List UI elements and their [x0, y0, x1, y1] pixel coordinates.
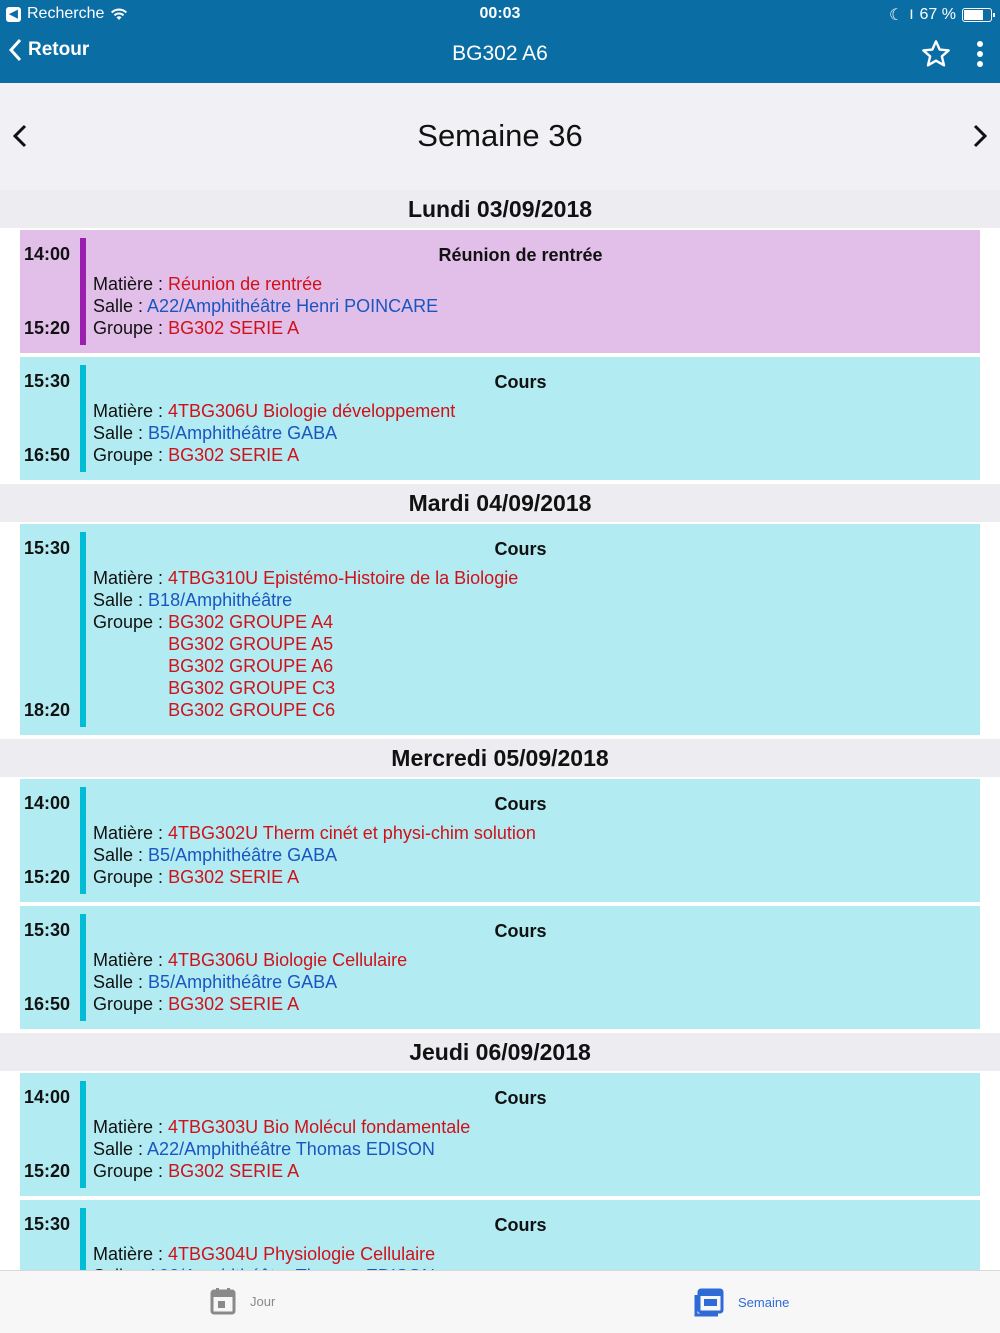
event-matiere-row	[93, 1243, 968, 1265]
event-groupe: BG302 SERIE A	[168, 1161, 300, 1181]
battery-fill	[964, 10, 983, 20]
event-type: Cours	[494, 539, 547, 559]
groupe-label: Groupe :	[93, 994, 164, 1014]
event-matiere: 4TBG302U Therm cinét et physi-chim solution	[168, 823, 536, 843]
star-icon	[920, 38, 952, 70]
event-groupe: BG302 GROUPE C6	[168, 700, 336, 720]
event-matiere-row	[93, 822, 968, 844]
event-card[interactable]	[20, 906, 980, 1029]
event-matiere: 4TBG310U Epistémo-Histoire de la Biologie	[168, 568, 519, 588]
battery-percent: 67 %	[919, 6, 956, 23]
event-times	[20, 779, 80, 902]
event-salle: A22/Amphithéâtre Henri POINCARE	[147, 296, 439, 316]
day-header: Mardi 04/09/2018	[0, 484, 1000, 522]
matiere-label: Matière :	[93, 950, 164, 970]
event-salle-row	[93, 295, 968, 317]
tab-bar	[0, 1270, 1000, 1333]
event-type: Cours	[494, 794, 547, 814]
event-end-time: 16:50	[24, 445, 71, 465]
groupe-label: Groupe :	[93, 612, 164, 632]
matiere-label: Matière :	[93, 568, 164, 588]
event-matiere: 4TBG306U Biologie développement	[168, 401, 456, 421]
event-start-time: 14:00	[24, 1087, 71, 1107]
moon-icon: ☾	[889, 7, 904, 24]
event-start-time: 15:30	[24, 371, 71, 391]
event-groupe-list	[168, 1160, 299, 1182]
event-groupe-row	[93, 866, 968, 888]
week-header	[0, 83, 1000, 190]
back-app-label: Recherche	[27, 5, 105, 22]
event-salle-row	[93, 971, 968, 993]
event-matiere: 4TBG306U Biologie Cellulaire	[168, 950, 408, 970]
next-week-button[interactable]	[970, 121, 990, 156]
event-start-time: 14:00	[24, 244, 71, 264]
status-bar	[0, 0, 1000, 28]
event-groupe: BG302 GROUPE C3	[168, 678, 336, 698]
event-matiere-row	[93, 273, 968, 295]
event-salle-row	[93, 1138, 968, 1160]
event-times	[20, 1073, 80, 1196]
back-button-label: Retour	[28, 39, 90, 60]
groupe-label: Groupe :	[93, 318, 164, 338]
schedule-list[interactable]	[0, 190, 1000, 1270]
event-card[interactable]	[20, 524, 980, 735]
event-type: Réunion de rentrée	[438, 245, 603, 265]
event-groupe-list	[168, 993, 299, 1015]
event-times	[20, 524, 80, 735]
event-type: Cours	[494, 921, 547, 941]
event-matiere-row	[93, 949, 968, 971]
chevron-left-icon	[8, 38, 22, 62]
event-end-time: 15:20	[24, 867, 71, 887]
event-details	[86, 230, 980, 353]
event-start-time: 14:00	[24, 793, 71, 813]
event-matiere-row	[93, 400, 968, 422]
event-salle: A22/Amphithéâtre Thomas EDISON	[147, 1139, 435, 1159]
event-matiere-row	[93, 567, 968, 589]
event-details	[86, 1073, 980, 1196]
event-salle: B18/Amphithéâtre	[148, 590, 293, 610]
navigation-bar	[0, 28, 1000, 83]
event-end-time: 18:20	[24, 700, 71, 720]
event-groupe: BG302 SERIE A	[168, 994, 300, 1014]
salle-label: Salle :	[93, 423, 144, 443]
event-end-time: 15:20	[24, 318, 71, 338]
event-type: Cours	[494, 372, 547, 392]
event-groupe: BG302 GROUPE A6	[168, 656, 334, 676]
week-title: Semaine 36	[417, 118, 583, 153]
event-salle-row	[93, 422, 968, 444]
salle-label: Salle :	[93, 845, 144, 865]
salle-label: Salle :	[93, 590, 144, 610]
tab-day-label: Jour	[250, 1293, 276, 1309]
event-times	[20, 906, 80, 1029]
event-salle: B5/Amphithéâtre GABA	[148, 845, 338, 865]
calendar-day-icon	[210, 1287, 236, 1315]
event-end-time: 15:20	[24, 1161, 71, 1181]
event-type: Cours	[494, 1215, 547, 1235]
page-title: BG302 A6	[452, 42, 548, 65]
event-matiere: 4TBG304U Physiologie Cellulaire	[168, 1244, 436, 1264]
more-options-icon[interactable]	[972, 38, 988, 70]
bluetooth-icon: ו	[909, 6, 914, 23]
event-groupe-list	[168, 317, 299, 339]
matiere-label: Matière :	[93, 401, 164, 421]
event-groupe: BG302 SERIE A	[168, 867, 300, 887]
event-groupe-list	[168, 611, 335, 721]
top-bar	[0, 0, 1000, 83]
event-details	[86, 357, 980, 480]
groupe-label: Groupe :	[93, 445, 164, 465]
event-start-time: 15:30	[24, 920, 71, 940]
battery-icon	[962, 8, 992, 22]
tab-week[interactable]	[694, 1287, 789, 1317]
event-end-time: 16:50	[24, 994, 71, 1014]
event-groupe: BG302 SERIE A	[168, 445, 300, 465]
tab-week-label: Semaine	[738, 1294, 790, 1310]
event-card[interactable]	[20, 779, 980, 902]
event-details	[86, 524, 980, 735]
calendar-week-icon	[694, 1287, 724, 1317]
event-groupe: BG302 SERIE A	[168, 318, 300, 338]
day-header: Lundi 03/09/2018	[0, 190, 1000, 228]
groupe-label: Groupe :	[93, 1161, 164, 1181]
event-start-time: 15:30	[24, 1214, 71, 1234]
event-groupe: BG302 GROUPE A4	[168, 612, 334, 632]
event-details	[86, 779, 980, 902]
event-times	[20, 357, 80, 480]
event-start-time: 15:30	[24, 538, 71, 558]
salle-label: Salle :	[93, 296, 144, 316]
event-matiere: Réunion de rentrée	[168, 274, 323, 294]
event-details	[86, 906, 980, 1029]
event-matiere-row	[93, 1116, 968, 1138]
event-salle: B5/Amphithéâtre GABA	[148, 972, 338, 992]
event-card[interactable]	[20, 357, 980, 480]
matiere-label: Matière :	[93, 1244, 164, 1264]
event-groupe-row	[93, 611, 968, 721]
event-groupe-row	[93, 317, 968, 339]
matiere-label: Matière :	[93, 1117, 164, 1137]
event-groupe-row	[93, 1160, 968, 1182]
matiere-label: Matière :	[93, 823, 164, 843]
event-groupe-row	[93, 993, 968, 1015]
status-right	[889, 5, 992, 25]
event-card[interactable]	[20, 1073, 980, 1196]
event-salle: B5/Amphithéâtre GABA	[148, 423, 338, 443]
event-times	[20, 230, 80, 353]
back-app-icon: ◀	[6, 7, 21, 22]
event-groupe-list	[168, 444, 299, 466]
tab-day[interactable]	[210, 1287, 275, 1315]
event-salle-row	[93, 844, 968, 866]
status-time: 00:03	[479, 5, 521, 22]
salle-label: Salle :	[93, 1139, 144, 1159]
event-card[interactable]	[20, 230, 980, 353]
event-type: Cours	[494, 1088, 547, 1108]
event-groupe-list	[168, 866, 299, 888]
chevron-right-icon	[970, 121, 990, 151]
matiere-label: Matière :	[93, 274, 164, 294]
event-groupe: BG302 GROUPE A5	[168, 634, 334, 654]
favorite-button[interactable]	[920, 38, 952, 75]
back-button[interactable]	[8, 38, 89, 62]
groupe-label: Groupe :	[93, 867, 164, 887]
event-salle-row	[93, 589, 968, 611]
event-matiere: 4TBG303U Bio Molécul fondamentale	[168, 1117, 471, 1137]
event-groupe-row	[93, 444, 968, 466]
salle-label: Salle :	[93, 972, 144, 992]
day-header: Mercredi 05/09/2018	[0, 739, 1000, 777]
day-header: Jeudi 06/09/2018	[0, 1033, 1000, 1071]
